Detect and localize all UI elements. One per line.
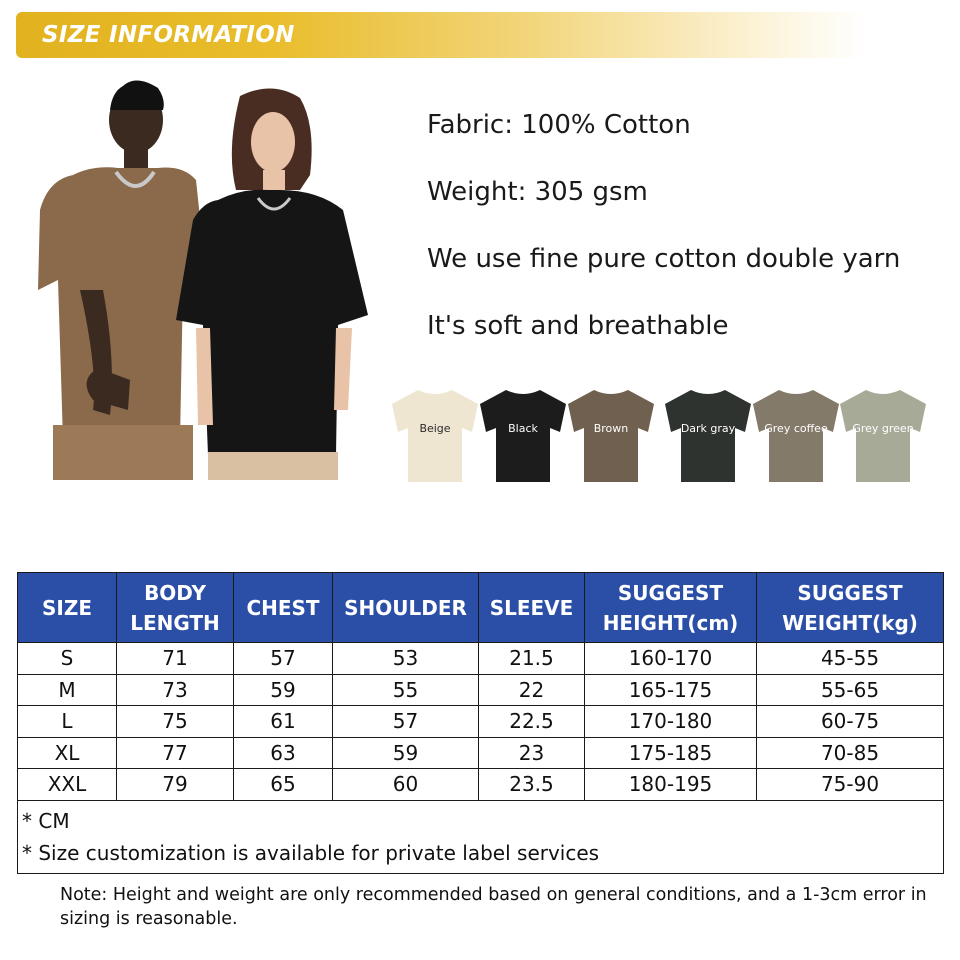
table-cell: 61	[234, 706, 333, 738]
swatch-label: Grey coffee	[764, 422, 828, 435]
table-cell: 59	[333, 737, 479, 769]
model-brown-tee	[38, 80, 206, 480]
table-cell: 21.5	[479, 643, 585, 675]
table-row	[18, 737, 944, 769]
table-cell: 55	[333, 674, 479, 706]
weight-line: Weight: 305 gsm	[427, 177, 648, 207]
swatch-black	[478, 388, 568, 484]
swatch-label: Grey green	[852, 422, 914, 435]
swatch-dark-gray	[663, 388, 753, 484]
table-cell: 59	[234, 674, 333, 706]
col-header-suggest-height: SUGGEST HEIGHT(cm)	[585, 573, 757, 643]
swatch-grey-coffee	[751, 388, 841, 484]
note-customization: * Size customization is available for private label services	[22, 840, 600, 865]
table-cell: 77	[117, 737, 234, 769]
yarn-line: We use fine pure cotton double yarn	[427, 244, 901, 274]
table-cell: L	[18, 706, 117, 738]
table-row	[18, 674, 944, 706]
footnote: Note: Height and weight are only recommended based on general conditions, and a 1-3cm error in sizing is reasonable.	[60, 885, 927, 929]
table-row	[18, 643, 944, 675]
table-cell: 65	[234, 769, 333, 801]
table-cell: 73	[117, 674, 234, 706]
table-cell: XL	[18, 737, 117, 769]
fabric-info	[427, 108, 900, 376]
table-notes	[18, 800, 944, 873]
table-cell: 70-85	[757, 737, 944, 769]
table-cell: 23.5	[479, 769, 585, 801]
table-header-row	[18, 573, 944, 643]
swatch-label: Brown	[593, 422, 629, 435]
table-cell: 45-55	[757, 643, 944, 675]
fabric-line: Fabric: 100% Cotton	[427, 110, 691, 140]
table-cell: S	[18, 643, 117, 675]
size-chart-table	[17, 572, 944, 874]
models-photo	[18, 80, 373, 480]
table-row	[18, 769, 944, 801]
table-cell: 60-75	[757, 706, 944, 738]
note-unit: * CM	[22, 808, 70, 833]
table-cell: 75-90	[757, 769, 944, 801]
col-header-body-length: BODY LENGTH	[117, 573, 234, 643]
table-cell: 165-175	[585, 674, 757, 706]
table-cell: 79	[117, 769, 234, 801]
table-cell: 71	[117, 643, 234, 675]
table-cell: M	[18, 674, 117, 706]
table-cell: 53	[333, 643, 479, 675]
table-cell: 160-170	[585, 643, 757, 675]
swatch-grey-green	[838, 388, 928, 484]
model-black-tee	[176, 88, 368, 480]
table-cell: 57	[333, 706, 479, 738]
table-cell: 180-195	[585, 769, 757, 801]
col-header-sleeve: SLEEVE	[479, 573, 585, 643]
table-row	[18, 706, 944, 738]
col-header-shoulder: SHOULDER	[333, 573, 479, 643]
col-header-suggest-weight: SUGGEST WEIGHT(kg)	[757, 573, 944, 643]
table-cell: 57	[234, 643, 333, 675]
page-title: SIZE INFORMATION	[42, 22, 295, 48]
table-cell: 22.5	[479, 706, 585, 738]
table-cell: 175-185	[585, 737, 757, 769]
col-header-chest: CHEST	[234, 573, 333, 643]
table-cell: 55-65	[757, 674, 944, 706]
swatch-label: Dark gray	[680, 422, 736, 435]
swatch-label: Black	[508, 422, 538, 435]
header-banner	[16, 12, 866, 58]
table-cell: 63	[234, 737, 333, 769]
color-swatches	[390, 388, 935, 488]
table-cell: 22	[479, 674, 585, 706]
table-notes-row	[18, 800, 944, 873]
table-cell: XXL	[18, 769, 117, 801]
swatch-label: Beige	[419, 422, 451, 435]
swatch-brown	[566, 388, 656, 484]
table-cell: 75	[117, 706, 234, 738]
col-header-size: SIZE	[18, 573, 117, 643]
table-cell: 60	[333, 769, 479, 801]
table-cell: 23	[479, 737, 585, 769]
table-cell: 170-180	[585, 706, 757, 738]
swatch-beige	[390, 388, 480, 484]
breathable-line: It's soft and breathable	[427, 311, 729, 341]
